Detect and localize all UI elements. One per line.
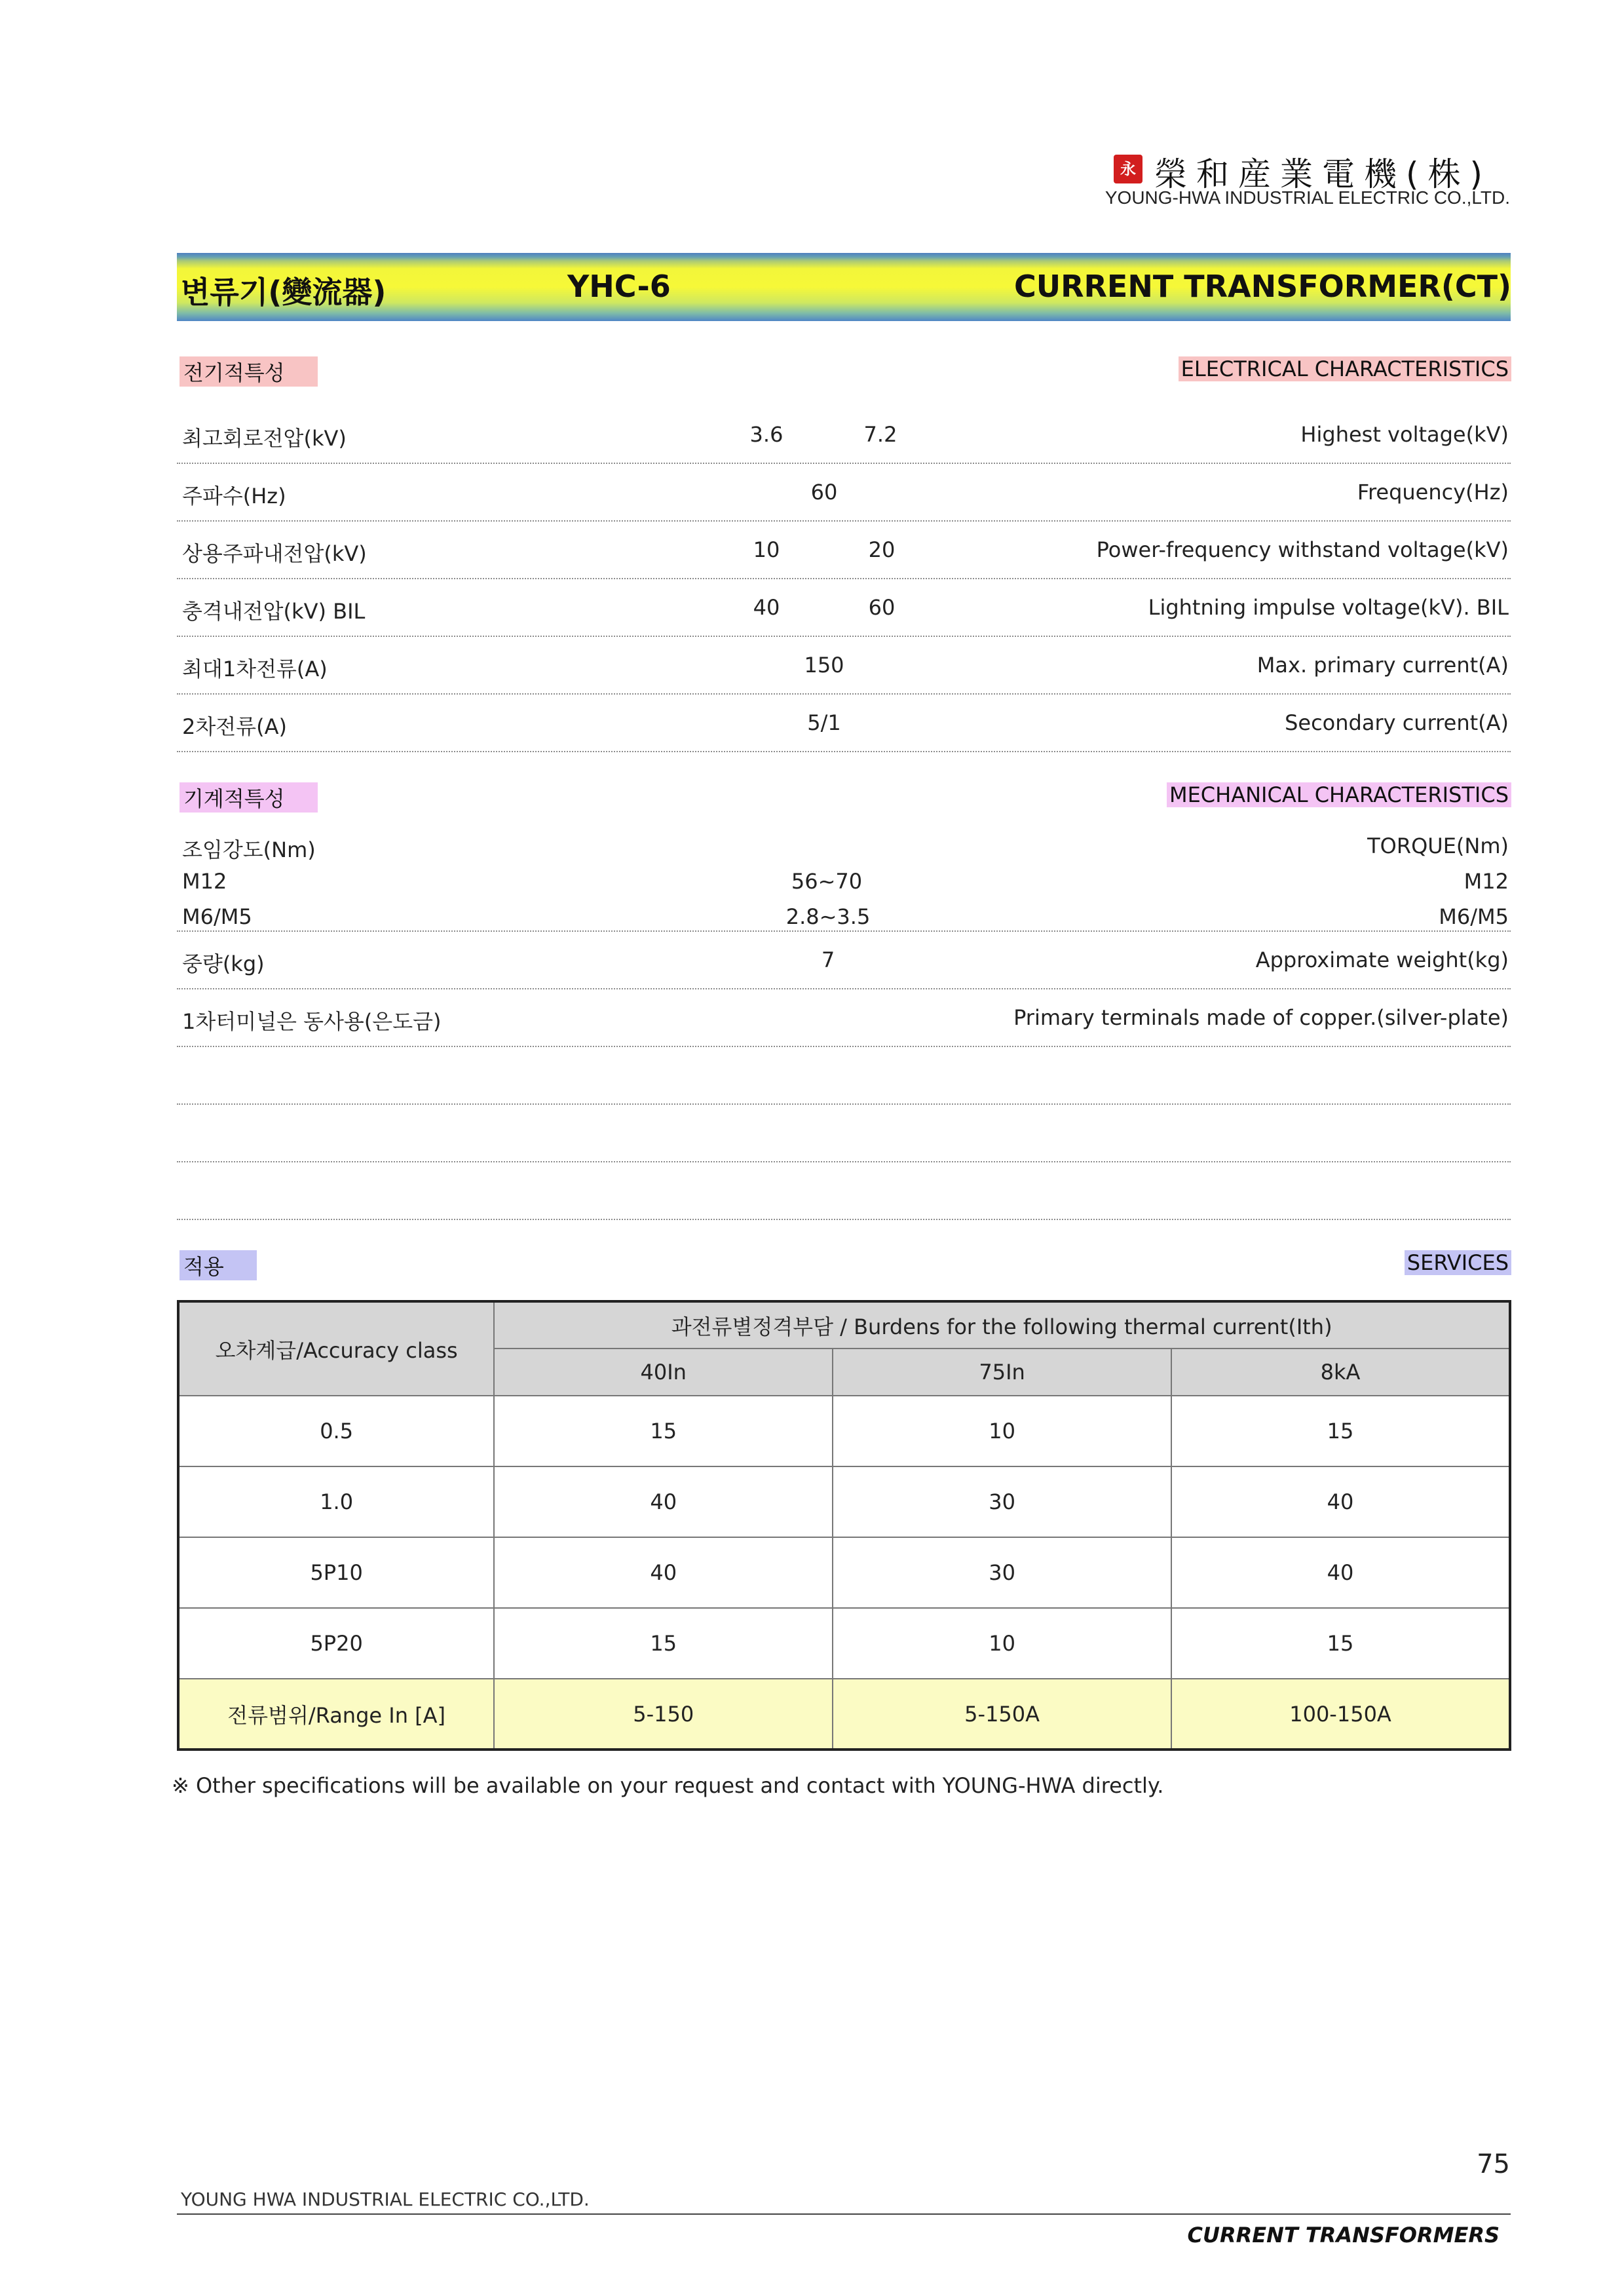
m12-label-right: M12 bbox=[1463, 869, 1509, 894]
weight-value: 7 bbox=[821, 947, 835, 972]
electrical-section-label-kr: 전기적특성 bbox=[179, 356, 318, 387]
table-row bbox=[178, 1608, 1510, 1679]
spec-label-en: Power-frequency withstand voltage(kV) bbox=[1096, 537, 1509, 562]
spec-label-kr: 상용주파내전압(kV) bbox=[182, 541, 367, 566]
spec-label-kr: 주파수(Hz) bbox=[182, 484, 286, 508]
spec-value: 10 bbox=[753, 537, 780, 562]
row-divider bbox=[177, 930, 1511, 932]
footer-divider bbox=[177, 2213, 1511, 2215]
page-number: 75 bbox=[1477, 2149, 1510, 2179]
spec-label-en: Frequency(Hz) bbox=[1357, 480, 1509, 505]
spec-value: 7.2 bbox=[863, 422, 897, 447]
spec-label-en: Max. primary current(A) bbox=[1256, 653, 1509, 678]
burden-cell: 40 bbox=[1171, 1537, 1510, 1608]
company-name-english: YOUNG-HWA INDUSTRIAL ELECTRIC CO.,LTD. bbox=[1105, 187, 1510, 208]
model-number: YHC-6 bbox=[567, 269, 671, 304]
spec-value: 5/1 bbox=[807, 710, 841, 735]
accuracy-class-header: 오차계급/Accuracy class bbox=[178, 1301, 494, 1396]
table-row bbox=[178, 1396, 1510, 1466]
row-divider bbox=[177, 1219, 1511, 1220]
footer-company: YOUNG HWA INDUSTRIAL ELECTRIC CO.,LTD. bbox=[181, 2189, 590, 2210]
mechanical-section-label-en: MECHANICAL CHARACTERISTICS bbox=[1167, 782, 1511, 807]
burden-cell: 15 bbox=[494, 1608, 833, 1679]
services-table bbox=[177, 1300, 1511, 1751]
spec-value: 150 bbox=[804, 653, 844, 678]
weight-label-kr: 중량(kg) bbox=[182, 951, 265, 976]
column-header: 75In bbox=[833, 1349, 1171, 1396]
torque-label-en: TORQUE(Nm) bbox=[1367, 833, 1509, 858]
burden-cell: 30 bbox=[833, 1466, 1171, 1537]
spec-value: 3.6 bbox=[749, 422, 784, 447]
spec-label-kr: 최고회로전압(kV) bbox=[182, 426, 347, 451]
row-divider bbox=[177, 693, 1511, 695]
title-english: CURRENT TRANSFORMER(CT) bbox=[1013, 269, 1511, 304]
burden-cell: 10 bbox=[833, 1396, 1171, 1466]
spec-label-en: Highest voltage(kV) bbox=[1300, 422, 1509, 447]
table-row bbox=[178, 1466, 1510, 1537]
terminal-label-en: Primary terminals made of copper.(silver-plate) bbox=[1013, 1005, 1509, 1030]
company-name-korean: 榮和産業電機(株) bbox=[1154, 155, 1492, 193]
spec-value: 60 bbox=[868, 595, 896, 620]
burden-cell: 40 bbox=[494, 1537, 833, 1608]
range-cell: 5-150 bbox=[494, 1679, 833, 1750]
table-row bbox=[178, 1537, 1510, 1608]
range-row bbox=[178, 1679, 1510, 1750]
accuracy-class-cell: 1.0 bbox=[178, 1466, 494, 1537]
spec-label-kr: 2차전류(A) bbox=[182, 714, 287, 739]
m6-label-right: M6/M5 bbox=[1439, 904, 1509, 929]
burden-header: 과전류별정격부담 / Burdens for the following thermal current(Ith) bbox=[494, 1301, 1510, 1349]
burden-cell: 15 bbox=[1171, 1608, 1510, 1679]
burden-cell: 15 bbox=[494, 1396, 833, 1466]
footer-section-title: CURRENT TRANSFORMERS bbox=[1187, 2223, 1500, 2248]
torque-label-kr: 조임강도(Nm) bbox=[182, 837, 316, 862]
m12-label: M12 bbox=[182, 869, 227, 894]
range-cell: 5-150A bbox=[833, 1679, 1171, 1750]
burden-cell: 10 bbox=[833, 1608, 1171, 1679]
range-label: 전류범위/Range In [A] bbox=[178, 1679, 494, 1750]
row-divider bbox=[177, 751, 1511, 752]
range-cell: 100-150A bbox=[1171, 1679, 1510, 1750]
accuracy-class-cell: 5P20 bbox=[178, 1608, 494, 1679]
footnote: ※ Other specifications will be available on your request and contact with YOUNG-HWA directly. bbox=[172, 1773, 1164, 1798]
accuracy-class-cell: 0.5 bbox=[178, 1396, 494, 1466]
row-divider bbox=[177, 1161, 1511, 1162]
row-divider bbox=[177, 988, 1511, 989]
electrical-section-label-en: ELECTRICAL CHARACTERISTICS bbox=[1179, 356, 1511, 381]
m6-label: M6/M5 bbox=[182, 904, 252, 929]
spec-label-en: Lightning impulse voltage(kV). BIL bbox=[1148, 595, 1509, 620]
company-logo: 永 bbox=[1114, 155, 1142, 183]
services-section-label-kr: 적용 bbox=[179, 1250, 257, 1280]
burden-cell: 40 bbox=[494, 1466, 833, 1537]
burden-cell: 15 bbox=[1171, 1396, 1510, 1466]
mechanical-section-label-kr: 기계적특성 bbox=[179, 782, 318, 813]
accuracy-class-cell: 5P10 bbox=[178, 1537, 494, 1608]
services-section-label-en: SERVICES bbox=[1405, 1250, 1511, 1275]
m12-value: 56~70 bbox=[791, 869, 863, 894]
burden-cell: 30 bbox=[833, 1537, 1171, 1608]
spec-value: 60 bbox=[810, 480, 838, 505]
row-divider bbox=[177, 520, 1511, 522]
m6-value: 2.8~3.5 bbox=[785, 904, 871, 929]
title-korean: 변류기(變流器) bbox=[181, 275, 387, 310]
weight-label-en: Approximate weight(kg) bbox=[1255, 947, 1509, 972]
terminal-label-kr: 1차터미널은 동사용(은도금) bbox=[182, 1009, 442, 1034]
spec-label-en: Secondary current(A) bbox=[1285, 710, 1509, 735]
row-divider bbox=[177, 578, 1511, 579]
row-divider bbox=[177, 463, 1511, 464]
column-header: 40In bbox=[494, 1349, 833, 1396]
row-divider bbox=[177, 636, 1511, 637]
spec-label-kr: 최대1차전류(A) bbox=[182, 657, 328, 681]
burden-cell: 40 bbox=[1171, 1466, 1510, 1537]
column-header: 8kA bbox=[1171, 1349, 1510, 1396]
spec-value: 40 bbox=[753, 595, 780, 620]
spec-label-kr: 충격내전압(kV) BIL bbox=[182, 599, 366, 624]
spec-value: 20 bbox=[868, 537, 896, 562]
row-divider bbox=[177, 1046, 1511, 1047]
row-divider bbox=[177, 1103, 1511, 1105]
